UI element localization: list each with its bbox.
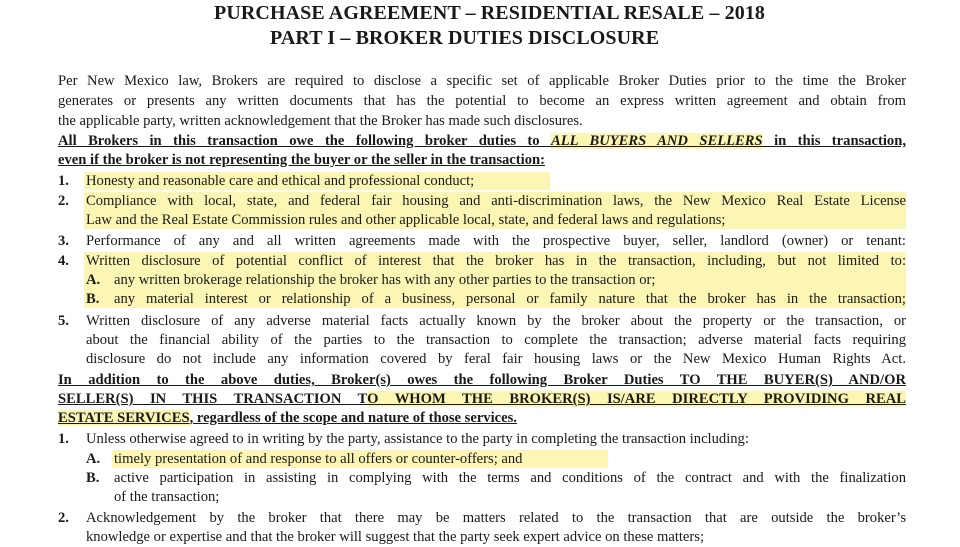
item-text: Honesty and reasonable care and ethical and professional conduct; bbox=[86, 173, 475, 189]
item-number: 5. bbox=[58, 313, 69, 329]
section1-heading-line-2: even if the broker is not representing the buyer or the seller in the transaction: bbox=[58, 152, 545, 168]
intro-line-2: generates or presents any written documents that has the potential to become an express written agreement and obtain from bbox=[58, 93, 906, 109]
sub-item-text: timely presentation of and response to all offers or counter-offers; and bbox=[114, 451, 523, 467]
sub-item-letter: A. bbox=[86, 272, 101, 288]
section1-heading-highlight: ALL BUYERS AND SELLERS bbox=[551, 133, 763, 149]
sub-item-text: any written brokerage relationship the broker has with any other parties to the transaction or; bbox=[114, 272, 656, 288]
item-number: 2. bbox=[58, 193, 69, 209]
intro-line-3: the applicable party, written acknowledgement that the Broker has made such disclosures. bbox=[58, 113, 583, 129]
item-text: Acknowledgement by the broker that there may be matters related to the transaction that are outside the broker’s bbox=[86, 510, 906, 526]
sub-item-text: active participation in assisting in complying with the terms and conditions of the contract and with the finalization bbox=[114, 470, 906, 486]
item-number: 4. bbox=[58, 253, 69, 269]
item-number: 1. bbox=[58, 431, 69, 447]
item-number: 1. bbox=[58, 173, 69, 189]
document-title: PURCHASE AGREEMENT – RESIDENTIAL RESALE – 2018 bbox=[214, 2, 766, 24]
section1-heading-c: in this transaction, bbox=[762, 133, 906, 149]
section2-heading-2a: SELLER(S) IN THIS TRANSACTION T bbox=[58, 391, 368, 407]
item-text: knowledge or expertise and that the broker will suggest that the party seek expert advice on these matters; bbox=[86, 529, 705, 545]
sub-item-text: any material interest or relationship of a business, personal or family nature that the broker has in the transaction; bbox=[114, 291, 906, 307]
section2-heading-3b: , regardless of the scope and nature of those services. bbox=[189, 410, 517, 426]
section2-heading-line-2 bbox=[58, 390, 906, 409]
document-subtitle: PART I – BROKER DUTIES DISCLOSURE bbox=[270, 27, 660, 49]
item-text: Written disclosure of any adverse material facts actually known by the broker about the property or the transaction, or bbox=[86, 313, 906, 329]
item-text: Compliance with local, state, and federal fair housing and anti-discrimination laws, the New Mexico Real Estate License bbox=[86, 193, 906, 209]
sub-item-text: of the transaction; bbox=[114, 489, 220, 505]
item-text: disclosure do not include any information covered by feral fair housing laws or the New Mexico Human Rights Act. bbox=[86, 351, 906, 367]
section2-heading-line-3 bbox=[58, 409, 906, 428]
section2-heading: In addition to the above duties, Broker(s) owes the following Broker Duties TO THE BUYER(S) AND/OR bbox=[58, 372, 906, 388]
section1-heading bbox=[58, 132, 906, 151]
item-number: 2. bbox=[58, 510, 69, 526]
section1-heading-a: All Brokers in this transaction owe the following broker duties to bbox=[58, 133, 552, 149]
sub-item-letter: B. bbox=[86, 470, 100, 486]
item-number: 3. bbox=[58, 233, 69, 249]
item-text: Performance of any and all written agreements made with the prospective buyer, seller, landlord (owner) or tenant: bbox=[86, 233, 906, 249]
section2-heading-3a: ESTATE SERVICES bbox=[58, 410, 190, 426]
item-text: about the financial ability of the parties to the transaction to complete the transaction; adverse material facts requiring bbox=[86, 332, 906, 348]
item-text: Written disclosure of potential conflict of interest that the broker has in the transaction, including, but not limited to: bbox=[86, 253, 906, 269]
section2-heading-2b: O WHOM THE BROKER(S) IS/ARE DIRECTLY PROVIDING REAL bbox=[367, 391, 906, 407]
item-text: Unless otherwise agreed to in writing by the party, assistance to the party in completing the transaction including: bbox=[86, 431, 749, 447]
item-text: Law and the Real Estate Commission rules and other applicable local, state, and federal laws and regulations; bbox=[86, 212, 726, 228]
sub-item-letter: A. bbox=[86, 451, 101, 467]
sub-item-letter: B. bbox=[86, 291, 100, 307]
intro-line-1: Per New Mexico law, Brokers are required to disclose a specific set of applicable Broker Duties prior to the time the Broker bbox=[58, 73, 906, 89]
